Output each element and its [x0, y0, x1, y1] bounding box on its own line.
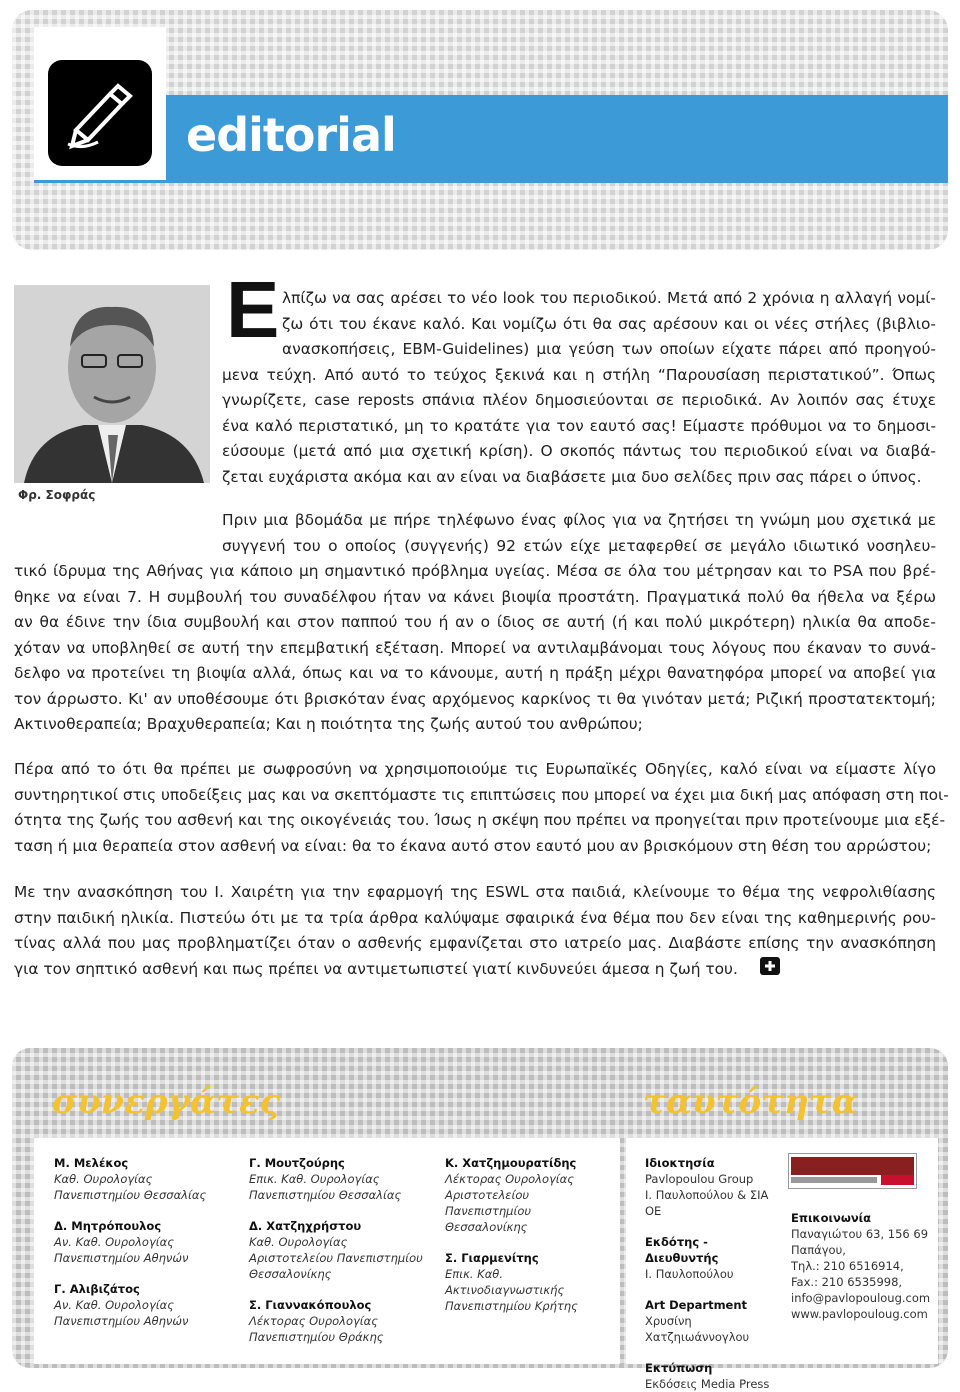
identity-col-2: [791, 1210, 931, 1322]
entry-line: www.pavlopouloug.com: [791, 1307, 928, 1321]
end-mark-icon: [760, 957, 780, 975]
entry-line: Λέκτορας Ουρολογίας: [249, 1314, 379, 1328]
entry-line: Πανεπιστημίου Θεσσαλίας: [54, 1188, 207, 1202]
text-line: ζω ότι του έκανε καλό. Και νομίζω ότι θα σας αρέσουν και οι νέες στήλες (βιβλιο-: [282, 314, 936, 333]
entry-line: Καθ. Ουρολογίας: [54, 1172, 153, 1186]
text-line: γνωρίζετε, case reposts σπάνια πλέον δημοσιεύονται σε περιοδικά. Αν λοιπόν σας έτυχε: [222, 391, 936, 409]
page-title: editorial: [186, 108, 396, 162]
text-line: ότητα της ζωής του ασθενή και της οικογένειάς του. Ίσως η σκέψη που πρέπει να προηγείται πριν προτείνουμε μια εξέ-: [14, 811, 946, 829]
logo-box: [34, 27, 166, 180]
entry-line: Καθ. Ουρολογίας: [249, 1235, 348, 1249]
paragraph-4: [14, 880, 936, 982]
collaborators-col-1: [54, 1155, 239, 1329]
text-line: ζεται ευχάριστα ακόμα και αν είναι να διαβάσετε μια δυο σελίδες πριν σας πάρει ο ύπνος.: [222, 467, 922, 486]
entry-line: Παπάγου,: [791, 1243, 846, 1257]
text-line: συντηρητικοί στις υποδείξεις μας και να σκεπτόμαστε τις επιπτώσεις που μπορεί να έχει μια δική μας απόφαση στη ποι-: [14, 785, 949, 804]
entry-line: Θεσσαλονίκης: [445, 1220, 528, 1234]
entry-name: Εκδότης - Διευθυντής: [645, 1235, 719, 1265]
entry-name: Γ. Αλιβιζάτος: [54, 1282, 140, 1296]
drop-cap: Ε: [226, 265, 280, 354]
entry-line: Πανεπιστημίου Θεσσαλίας: [249, 1188, 402, 1202]
entry-line: Ακτινοδιαγνωστικής: [445, 1283, 565, 1297]
publisher-logo: [788, 1153, 917, 1189]
text-line: μενα τεύχη. Από αυτό το τεύχος ξεκινά και η στήλη “Παρουσίαση περιστατικού”. Όπως: [222, 365, 936, 384]
text-line: θηκε να είναι 7. Η συμβουλή του συναδέλφου ήταν να κάνει βιοψία προστάτη. Πραγματικά πολύ θα ήθελα να ξέρω: [14, 587, 936, 606]
entry-line: Αριστοτελείου Πανεπιστημίου: [249, 1251, 423, 1265]
photo-caption: Φρ. Σοφράς: [18, 488, 96, 502]
entry-line: Επικ. Καθ. Ουρολογίας: [249, 1172, 380, 1186]
identity-title: ταυτότητα: [643, 1082, 858, 1122]
entry-line: Πανεπιστημίου Θράκης: [249, 1330, 384, 1344]
text-line: λπίζω να σας αρέσει το νέο look του περιοδικού. Μετά από 2 χρόνια η αλλαγή νομί-: [282, 289, 936, 307]
text-line: για τον σηπτικό ασθενή και πως πρέπει να αντιμετωπιστεί γιατί κινδυνεύει άμεσα η ζωή του.: [14, 959, 738, 978]
entry-name: Art Department: [645, 1298, 748, 1312]
entry-line: Πανεπιστημίου Αθηνών: [54, 1314, 189, 1328]
collaborators-col-3: [445, 1155, 615, 1314]
text-line: Ακτινοθεραπεία; Βραχυθεραπεία; Και η ποιότητα της ζωής αυτού του ανθρώπου;: [14, 715, 643, 733]
entry-line: Εκδόσεις Media Press: [645, 1377, 770, 1391]
text-line: τον άρρωστο. Κι' αν υποθέσουμε ότι βρισκόταν ένας αρχόμενος καρκίνος τι θα γινόταν μετά; Ριζική προστατεκτομή;: [14, 689, 936, 708]
entry-line: Επικ. Καθ.: [445, 1267, 503, 1281]
entry-line: info@pavlopouloug.com: [791, 1291, 931, 1305]
entry-line: Χρυσίνη: [645, 1314, 692, 1328]
text-line: δελφο να προτείνει τη βιοψία αλλά, όπως και να το κάνουμε, αυτή η πράξη μέχρι θανατηφόρα μπορεί να αποβεί για: [14, 664, 936, 682]
entry-line: Παναγιώτου 63, 156 69: [791, 1227, 929, 1241]
entry-line: Θεσσαλονίκης: [249, 1267, 332, 1281]
text-line: αν θα έδινε την ίδια συμβουλή και στον παππού του ή αν ο ίδιος σε αυτή (ή και πολύ μικρότερη) ηλικία θα αποδε-: [14, 613, 936, 631]
entry-line: Αριστοτελείου Πανεπιστημίου: [445, 1188, 532, 1218]
paragraph-2: [14, 508, 936, 738]
text-line: ανασκοπήσεις, EBM-Guidelines) μια γεύση των οποίων είχατε πάρει από προηγού-: [282, 340, 936, 358]
entry-line: Λέκτορας Ουρολογίας: [445, 1172, 575, 1186]
entry-name: Ιδιοκτησία: [645, 1156, 715, 1170]
text-line: ένα καλό περιστατικό, μη το κρατάτε για τον εαυτό σας! Είμαστε πρόθυμοι να το δημοσι-: [222, 416, 936, 435]
paragraph-3: [14, 757, 949, 859]
text-line: ταση ή μια θεραπεία στον ασθενή να είναι: θα το έκανα αυτό στον εαυτό μου αν βρισκόμουν στη θέση του αρρώστου;: [14, 836, 932, 855]
text-line: χόταν να υποβληθεί σε αυτή την επεμβατική εξέταση. Μπορεί να αντιλαμβάνομαι τους λόγους που έκαναν το συνά-: [14, 638, 936, 657]
text-line: συγγενή του ο οποίος (συγγενής) 92 ετών είχε μεταφερθεί σε μεγάλο ιδιωτικό νοσηλευ-: [222, 536, 936, 555]
entry-line: Pavlopoulou Group: [645, 1172, 754, 1186]
entry-name: Δ. Μητρόπουλος: [54, 1219, 162, 1233]
entry-name: Εκτύπωση: [645, 1361, 713, 1375]
entry-name: Δ. Χατζηχρήστου: [249, 1219, 362, 1233]
entry-line: Τηλ.: 210 6516914,: [791, 1259, 904, 1273]
entry-line: Αν. Καθ. Ουρολογίας: [54, 1298, 174, 1312]
entry-line: Πανεπιστημίου Αθηνών: [54, 1251, 189, 1265]
entry-name: Επικοινωνία: [791, 1211, 872, 1225]
text-line: στην παιδική ηλικία. Πιστεύω ότι με τα τρία άρθρα καλύψαμε σφαιρικά ένα θέμα που δεν είναι της καθημερινής ρου-: [14, 908, 936, 927]
text-line: Πέρα από το ότι θα πρέπει με σωφροσύνη να χρησιμοποιούμε τις Ευρωπαϊκές Οδηγίες, καλό είναι να είμαστε λίγο: [14, 760, 936, 778]
entry-line: Χατζηιωάννογλου: [645, 1330, 750, 1344]
writing-hand-icon: [48, 60, 152, 166]
collaborators-col-2: [249, 1155, 434, 1345]
entry-line: Πανεπιστημίου Κρήτης: [445, 1299, 578, 1313]
text-line: τικό ίδρυμα της Αθήνας για κάποιο μη σημαντικό πρόβλημα υγείας. Μέσα σε όλα του μέτρησαν και το PSA που βρέ-: [14, 562, 936, 580]
identity-col-1: [645, 1155, 785, 1392]
entry-line: Αν. Καθ. Ουρολογίας: [54, 1235, 174, 1249]
collaborators-title: συνεργάτες: [52, 1082, 281, 1122]
text-line: εύσουμε (μετά από μια σχετική κρίση). Ο σκοπός πάντως του περιοδικού είναι να διαβά-: [222, 442, 936, 460]
entry-line: Ι. Παυλοπούλου & ΣΙΑ ΟΕ: [645, 1188, 769, 1218]
text-line: Πριν μια βδομάδα με πήρε τηλέφωνο ένας φίλος για να ζητήσει τη γνώμη μου σχετικά με: [222, 511, 936, 529]
entry-name: Μ. Μελέκος: [54, 1156, 129, 1170]
intro-paragraph: [222, 286, 936, 490]
header-band: [34, 95, 948, 183]
entry-name: Γ. Μουτζούρης: [249, 1156, 345, 1170]
text-line: Με την ανασκόπηση του Ι. Χαιρέτη για την εφαρμογή της ESWL στα παιδιά, κλείνουμε το θέμα της νεφρολιθίασης: [14, 883, 936, 901]
entry-line: Ι. Παυλοπούλου: [645, 1267, 734, 1281]
entry-name: Σ. Γιαννακόπουλος: [249, 1298, 372, 1312]
entry-name: Κ. Χατζημουρατίδης: [445, 1156, 577, 1170]
author-photo: [14, 285, 210, 483]
entry-name: Σ. Γιαρμενίτης: [445, 1251, 539, 1265]
text-line: τίνας αλλά που μας προβληματίζει όταν ο ασθενής εμφανίζεται στο ιατρείο μας. Διαβάστε επίσης την ανασκόπηση: [14, 934, 936, 952]
entry-line: Fax.: 210 6535998,: [791, 1275, 903, 1289]
